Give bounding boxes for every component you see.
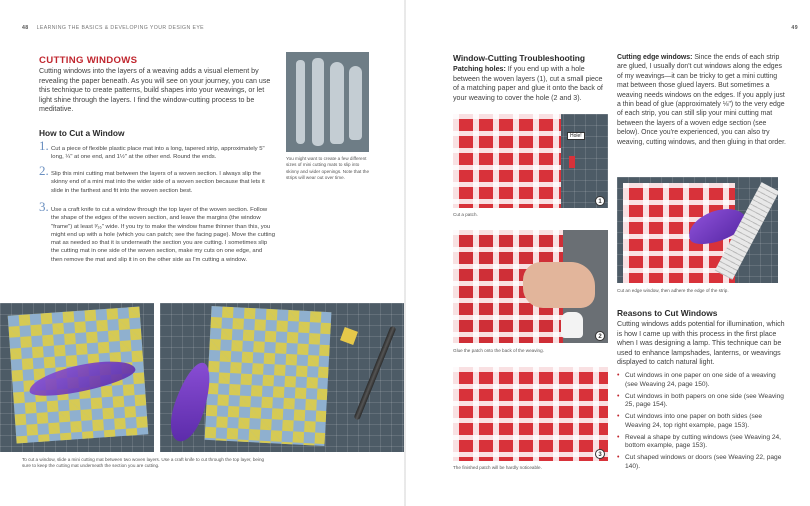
mat-strip — [330, 62, 344, 144]
craft-knife — [353, 326, 396, 421]
patching-text: If you end up with a hole between the woven layers (1), cut a small piece of a matching paper and glue it onto the back of your weaving to cover the hole (2 and 3). — [453, 65, 603, 102]
finished-weaving — [453, 367, 608, 461]
bottom-caption: To cut a window, slide a mini cutting mat between two woven layers. Use a craft knife to cut through the top layer, being sure to keep the cutting mat underneath the section you are cutting. — [22, 457, 265, 469]
reasons-list — [617, 372, 787, 475]
list-item: • Cut windows into one paper on both sides (see Weaving 24, top right example, page 153). — [617, 413, 787, 430]
step-text: Use a craft knife to cut a window through the top layer of the woven section. Follow the shape of the edges of the woven section, and leave the margins (the window "frame") at least ³⁄₁₆" wide. If you try to make the window frame thinner than this, you might end up with a hole (which you can patch; see the facing page). Move the cutting mat as needed so that it is underneath the section you are cutting. I sometimes slip the cutting mat in one side of the woven section, make my cuts on one edge, and then remove the mat and slip it in on the other side as I'm cutting a window. — [51, 207, 275, 263]
section-title: CUTTING WINDOWS — [39, 55, 138, 66]
edge-window-photo — [617, 177, 778, 283]
red-white-weaving — [453, 114, 561, 208]
weaving-photo-right — [160, 303, 404, 452]
glue-bottle — [561, 312, 583, 338]
step-circle-3: 3 — [595, 449, 605, 459]
patching-lead: Patching holes: — [453, 65, 506, 73]
intro-paragraph: Cutting windows into the layers of a weaving adds a visual element by revealing the paper beneath. As you will see on your journey, you can use this technique to create patterns, build shapes into your weavings, or let light shine through the layers. I find the window-cutting process to be meditative. — [39, 67, 271, 114]
step-text: Slip this mini cutting mat between the layers of a woven section. I always slip the skinny end of a mini mat into the wider side of a woven section because that lets it slide in the farthest and fit into the woven section best. — [51, 171, 265, 194]
caption-cut-patch: Cut a patch. — [453, 212, 478, 217]
hole-label: Hole! — [567, 132, 585, 140]
reasons-heading: Reasons to Cut Windows — [617, 308, 718, 318]
mat-strip — [312, 58, 324, 146]
step-circle-2: 2 — [595, 331, 605, 341]
step-circle-1: 1 — [595, 196, 605, 206]
edge-lead: Cutting edge windows: — [617, 54, 693, 61]
running-head-right — [791, 25, 798, 31]
caption-glue-patch: Glue the patch onto the back of the weaving. — [453, 348, 544, 353]
mini-mats-photo — [286, 52, 369, 152]
step-1 — [39, 138, 275, 162]
mat-strip — [349, 66, 362, 140]
step-text: Cut a piece of flexible plastic place mat into a long, tapered strip, approximately 5" long, ¼" at one end, and 1½" at the other end. Round the ends. — [51, 146, 265, 161]
step-number: 3. — [39, 199, 49, 214]
step-2 — [39, 163, 275, 195]
patching-paragraph — [453, 65, 608, 103]
running-head-text: LEARNING THE BASICS & DEVELOPING YOUR DESIGN EYE — [36, 25, 205, 31]
list-item: • Cut shaped windows or doors (see Weaving 22, page 140). — [617, 454, 787, 471]
edge-text: Since the ends of each strip are glued, I usually don't cut windows along the edges of my weavings—it can be tricky to get a mini cutting mat between those glued layers. But sometimes a weaving needs windows on the edges. If you apply just a thin bead of glue (approximately ⅛") to the very edge of each strip, you can still slip your mini cutting mat between the layers of a woven edge section (see below). Once you're experienced, you can also try weaving, cutting windows, and then gluing in that order. — [617, 54, 786, 146]
step-number: 1. — [39, 138, 49, 153]
how-to-heading: How to Cut a Window — [39, 128, 125, 138]
hand — [523, 262, 595, 308]
running-head-left — [22, 25, 204, 31]
list-item: • Cut windows in both papers on one side (see Weaving 25, page 154). — [617, 393, 787, 410]
reasons-intro: Cutting windows adds potential for illumination, which is how I came up with this process in the first place when I was designing a lamp. This technique can be used to enhance lampshades, lanterns, or weavings displayed to catch natural light. — [617, 320, 785, 367]
mats-caption: You might want to create a few different sizes of mini cutting mats to slip into skinny and wider openings. Note that the strips will wear out over time. — [286, 156, 369, 181]
page-number-right: 49 — [791, 25, 798, 31]
patch-photo-1 — [453, 114, 608, 208]
list-item: • Cut windows in one paper on one side of a weaving (see Weaving 24, page 150). — [617, 372, 787, 389]
list-item: • Reveal a shape by cutting windows (see Weaving 24, bottom example, page 153). — [617, 434, 787, 451]
page-number-left: 48 — [22, 25, 29, 31]
cut-paper-piece — [340, 327, 358, 345]
troubleshoot-heading: Window-Cutting Troubleshooting — [453, 53, 586, 63]
step-number: 2. — [39, 163, 49, 178]
step-3 — [39, 199, 275, 264]
edge-paragraph — [617, 53, 789, 147]
patch-piece — [569, 156, 575, 168]
patch-photo-2 — [453, 230, 608, 343]
mat-strip — [296, 60, 305, 144]
caption-edge-window: Cut an edge window, then adhere the edge of the strip. — [617, 288, 729, 293]
blue-yellow-weaving — [205, 306, 332, 446]
left-page — [0, 0, 404, 506]
patch-photo-3 — [453, 367, 608, 461]
caption-finished-patch: The finished patch will be hardly noticeable. — [453, 465, 542, 470]
weaving-photo-left — [0, 303, 154, 452]
